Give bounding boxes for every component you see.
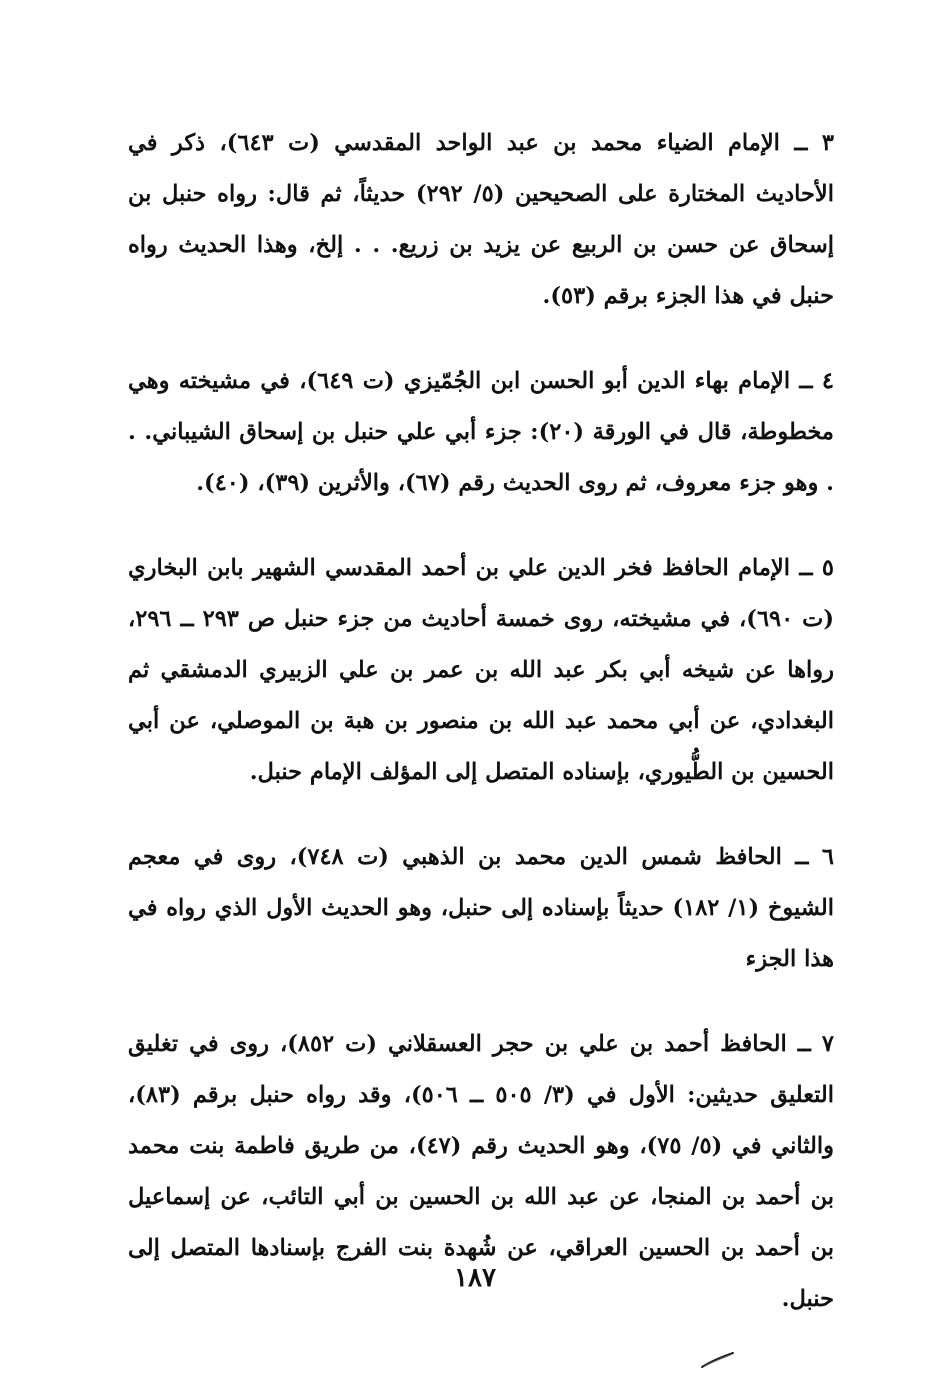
paragraph-3: ٣ ــ الإمام الضياء محمد بن عبد الواحد المقدسي (ت ٦٤٣)، ذكر في الأحاديث المختارة على الصحيحين (٥/ ٢٩٢) حديثاً، ثم قال: رواه حنبل بن إسحاق عن حسن بن الربيع عن يزيد بن زريع. . . إلخ، وهذا الحديث رواه حنبل في هذا الجزء برقم (٥٣). bbox=[128, 130, 835, 309]
paragraph-7: ٧ ــ الحافظ أحمد بن علي بن حجر العسقلاني (ت ٨٥٢)، روى في تغليق التعليق حديثين: الأول في (٣/ ٥٠٥ ــ ٥٠٦)، وقد رواه حنبل برقم (٨٣)، والثاني في (٥/ ٧٥)، وهو الحديث رقم (٤٧)، من طريق فاطمة بنت محمد بن أحمد بن المنجا، عن عبد الله بن الحسين بن أبي التائب، عن إسماعيل بن أحمد بن الحسين العراقي، عن شُهدة بنت الفرج بإسنادها المتصل إلى حنبل. bbox=[128, 1031, 834, 1312]
paragraph-5: ٥ ــ الإمام الحافظ فخر الدين علي بن أحمد المقدسي الشهير بابن البخاري (ت ٦٩٠)، في مشيخته، روى خمسة أحاديث من جزء حنبل ص ٢٩٣ ــ ٢٩٦، رواها عن شيخه أبي بكر عبد الله بن عمر بن علي الزبيري الدمشقي ثم البغدادي، عن أبي محمد عبد الله بن منصور بن هبة بن الموصلي، عن أبي الحسين بن الطُّيوري، بإسناده المتصل إلى المؤلف الإمام حنبل. bbox=[128, 555, 834, 785]
paragraph-6: ٦ ــ الحافظ شمس الدين محمد بن الذهبي (ت ٧٤٨)، روى في معجم الشيوخ (١/ ١٨٢) حديثاً بإسناده إلى حنبل، وهو الحديث الأول الذي رواه في هذا الجزء bbox=[128, 844, 834, 972]
page-body bbox=[128, 118, 834, 1325]
page-number: ١٨٧ bbox=[454, 1263, 496, 1293]
paragraph-4: ٤ ــ الإمام بهاء الدين أبو الحسن ابن الجُمّيزي (ت ٦٤٩)، في مشيخته وهي مخطوطة، قال في الورقة (٢٠): جزء أبي علي حنبل بن إسحاق الشيباني. . . وهو جزء معروف، ثم روى الحديث رقم (٦٧)، والأثرين (٣٩)، (٤٠). bbox=[128, 368, 834, 496]
pen-mark-icon bbox=[700, 1350, 736, 1370]
